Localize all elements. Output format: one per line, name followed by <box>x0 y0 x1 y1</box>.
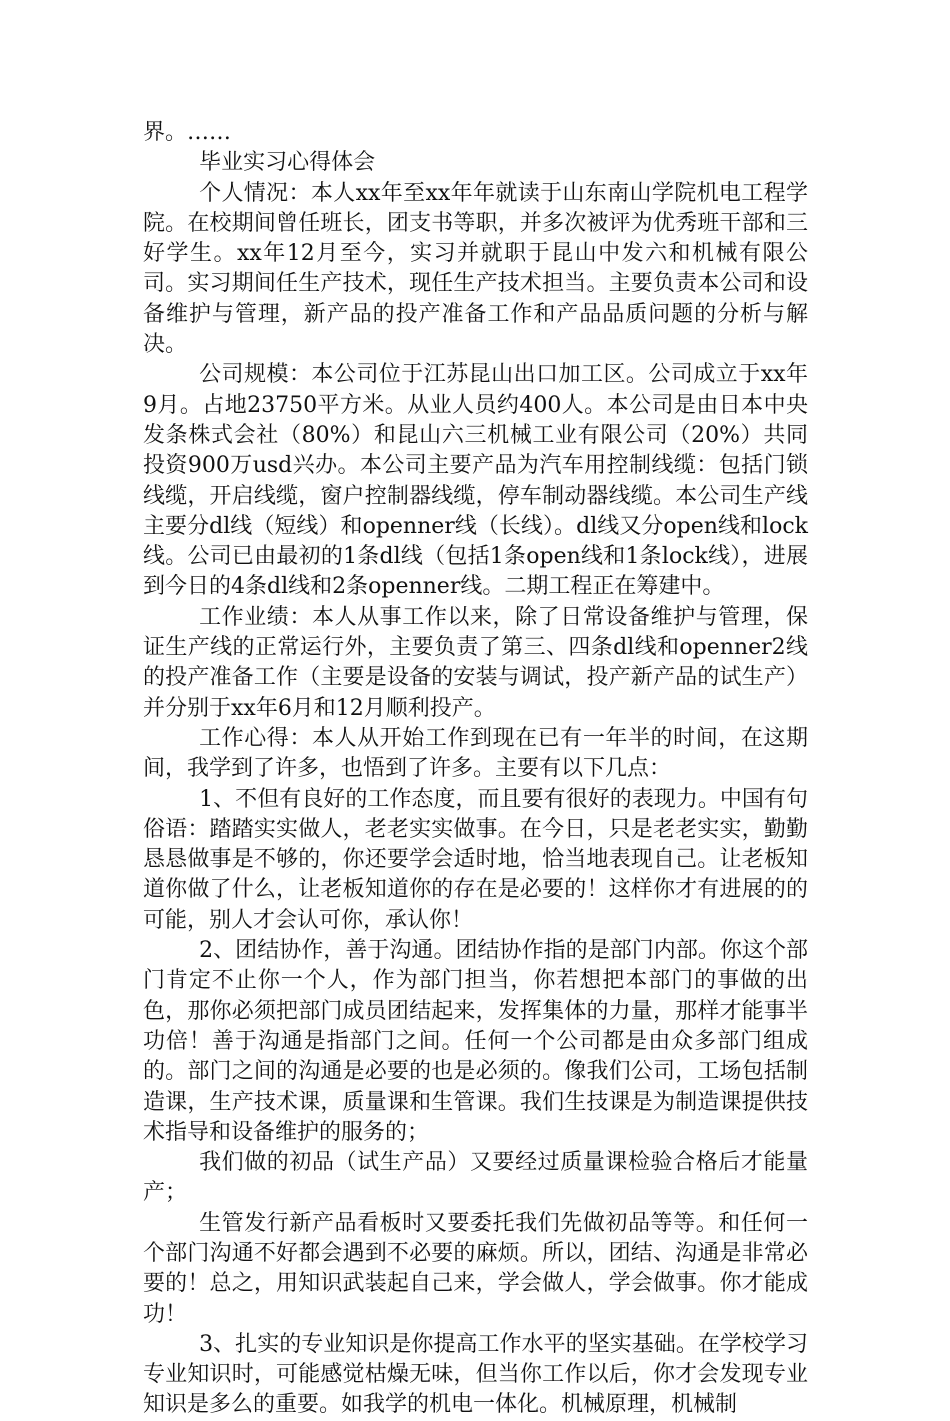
paragraph-point-1: 1、不但有良好的工作态度，而且要有很好的表现力。中国有句俗语：踏踏实实做人，老老实实做事。在今日，只是老老实实，勤勤恳恳做事是不够的，你还要学会适时地，恰当地表现自己。让老板知道你做了什么，让老板知道你的存在是必要的！这样你才有进展的的可能，别人才会认可你，承认你！ <box>143 786 808 933</box>
paragraph-point-2: 2、团结协作，善于沟通。团结协作指的是部门内部。你这个部门肯定不止你一个人，作为部门担当，你若想把本部门的事做的出色，那你必须把部门成员团结起来，发挥集体的力量，那样才能事半功倍！善于沟通是指部门之间。任何一个公司都是由众多部门组成的。部门之间的沟通是必要的也是必须的。像我们公司，工场包括制造课，生产技术课，质量课和生管课。我们生技课是为制造课提供技术指导和设备维护的服务的； <box>143 938 808 1145</box>
paragraph-point-2-cont-a: 我们做的初品（试生产品）又要经过质量课检验合格后才能量产； <box>143 1150 808 1206</box>
lead-text: 界。…… <box>143 120 232 145</box>
document-title: 毕业实习心得体会 <box>199 150 376 176</box>
paragraph-point-3: 3、扎实的专业知识是你提高工作水平的坚实基础。在学校学习专业知识时，可能感觉枯燥无味，但当你工作以后，你才会发现专业知识是多么的重要。如我学的机电一体化。机械原理，机械制 <box>143 1331 808 1418</box>
document-page <box>143 118 808 1421</box>
paragraph-point-2-cont-b: 生管发行新产品看板时又要委托我们先做初品等等。和任何一个部门沟通不好都会遇到不必要的麻烦。所以，团结、沟通是非常必要的！总之，用知识武装起自己来，学会做人，学会做事。你才能成功！ <box>143 1210 808 1327</box>
paragraph-personal: 个人情况：本人xx年至xx年年就读于山东南山学院机电工程学院。在校期间曾任班长，团支书等职，并多次被评为优秀班干部和三好学生。xx年12月至今，实习并就职于昆山中发六和机械有限公司。实习期间任生产技术，现任生产技术担当。主要负责本公司和设备维护与管理，新产品的投产准备工作和产品品质问题的分析与解决。 <box>143 180 808 358</box>
paragraph-achievements: 工作业绩：本人从事工作以来，除了日常设备维护与管理，保证生产线的正常运行外，主要负责了第三、四条dl线和openner2线的投产准备工作（主要是设备的安装与调试，投产新产品的试生产）并分别于xx年6月和12月顺利投产。 <box>143 604 808 721</box>
paragraph-company: 公司规模：本公司位于江苏昆山出口加工区。公司成立于xx年9月。占地23750平方米。从业人员约400人。本公司是由日本中央发条株式会社（80%）和昆山六三机械工业有限公司（20%）共同投资900万usd兴办。本公司主要产品为汽车用控制线缆：包括门锁线缆，开启线缆，窗户控制器线缆，停车制动器线缆。本公司生产线主要分dl线（短线）和openner线（长线）。dl线又分open线和lock线。公司已由最初的1条dl线（包括1条open线和1条lock线），进展到今日的4条dl线和2条openner线。二期工程正在筹建中。 <box>143 362 808 600</box>
paragraph-insights: 工作心得：本人从开始工作到现在已有一年半的时间，在这期间，我学到了许多，也悟到了许多。主要有以下几点： <box>143 725 808 782</box>
